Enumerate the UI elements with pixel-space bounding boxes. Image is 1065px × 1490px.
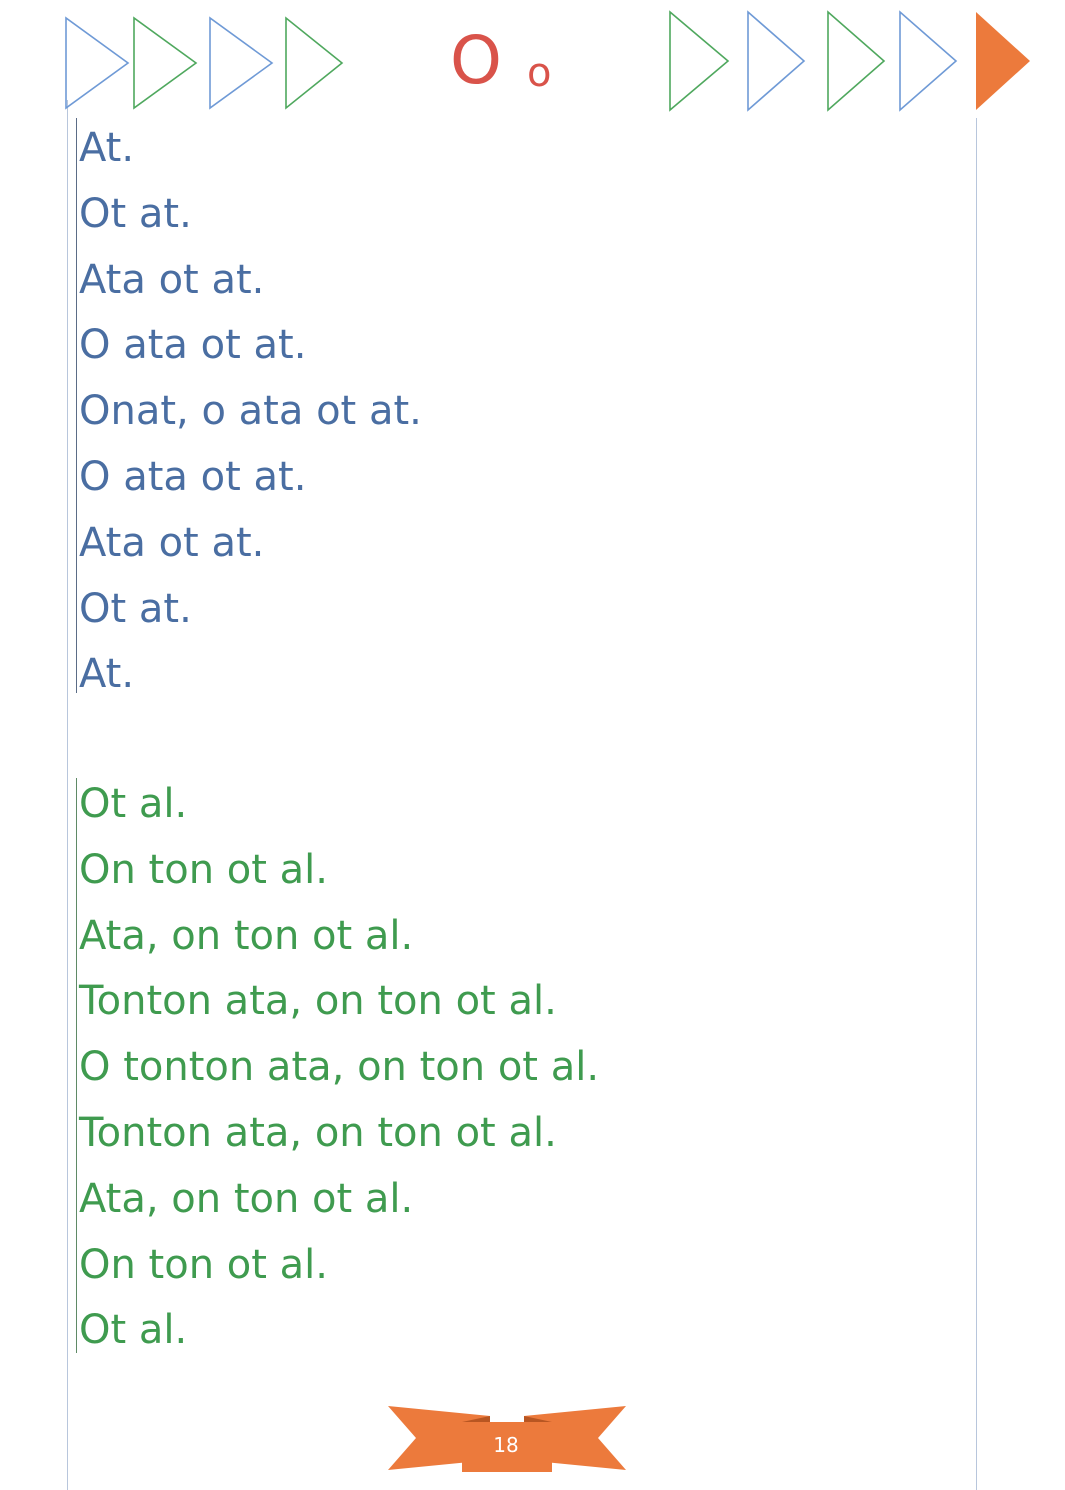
letter-lowercase: o [527, 50, 552, 96]
reading-block-green [79, 772, 599, 1364]
triangle-outline-icon [670, 12, 728, 110]
reading-line: Tonton ata, on ton ot al. [79, 978, 557, 1025]
triangle-outline-icon [900, 12, 956, 110]
reading-block-blue [79, 116, 422, 708]
right-triangle-row [664, 8, 1044, 118]
triangle-filled-icon [976, 12, 1030, 110]
reading-line: O ata ot at. [79, 322, 307, 369]
left-margin-line [67, 100, 68, 1490]
reading-line: On ton ot al. [79, 1241, 328, 1288]
page-number: 18 [493, 1433, 519, 1457]
reading-line: Tonton ata, on ton ot al. [79, 1109, 557, 1156]
reading-line: Ata ot at. [79, 519, 265, 566]
reading-line: Ot at. [79, 585, 192, 632]
reading-line: Ata, on ton ot al. [79, 1175, 414, 1222]
reading-line: On ton ot al. [79, 846, 328, 893]
reading-line: Ata ot at. [79, 256, 265, 303]
reading-line: Ata, on ton ot al. [79, 912, 414, 959]
blue-section-rule [76, 118, 77, 693]
triangle-outline-icon [210, 18, 272, 108]
reading-line: Onat, o ata ot at. [79, 388, 422, 435]
triangle-outline-icon [134, 18, 196, 108]
triangle-outline-icon [748, 12, 804, 110]
reading-line: O tonton ata, on ton ot al. [79, 1044, 600, 1091]
reading-line: Ot al. [79, 781, 188, 827]
triangle-outline-icon [286, 18, 342, 108]
triangle-outline-icon [66, 18, 128, 108]
letter-uppercase: O [450, 22, 502, 99]
right-margin-line [976, 118, 977, 1490]
reading-line: At. [79, 125, 135, 171]
reading-line: O ata ot at. [79, 453, 307, 500]
reading-line: Ot al. [79, 1307, 188, 1354]
green-section-rule [76, 778, 77, 1353]
reading-line: Ot at. [79, 190, 192, 237]
reading-line: At. [79, 651, 135, 698]
left-triangle-row [62, 8, 352, 118]
triangle-outline-icon [828, 12, 884, 110]
